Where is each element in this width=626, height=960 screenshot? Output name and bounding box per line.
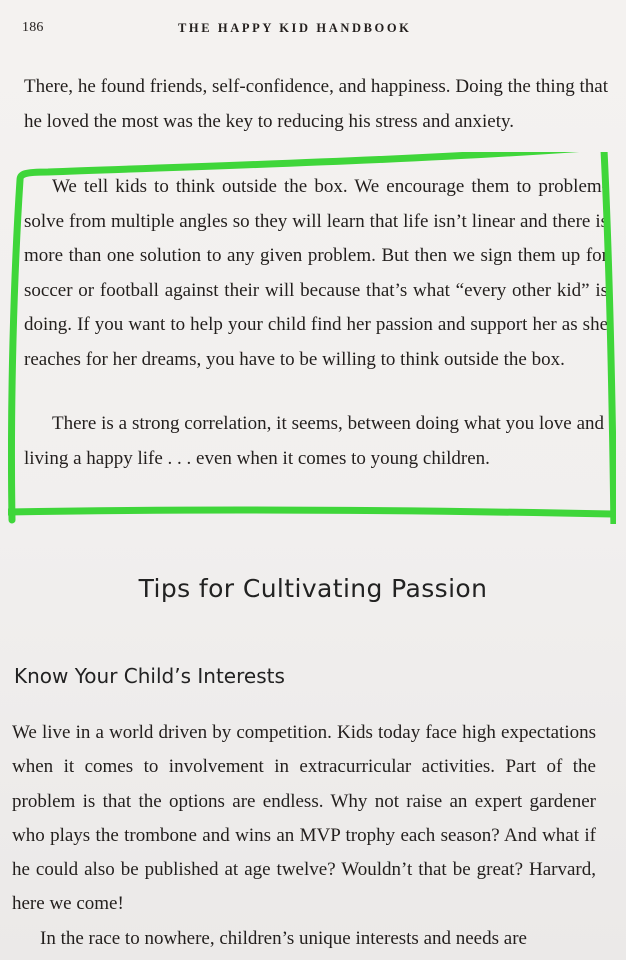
paragraph-race-to-nowhere: In the race to nowhere, children’s unique interests and needs are [40,928,527,949]
running-head [0,18,626,40]
paragraph-stress-anxiety: There, he found friends, self-confidence, and happiness. Doing the thing that he loved the most was the key to reducing his stress and anxiety. [24,76,608,132]
paragraph-competition: We live in a world driven by competition. Kids today face high expectations when it comes to involvement in extracurricular activities. Part of the problem is that the options are endless. Why not raise an expert gardener who plays the trombone and wins an MVP trophy each season? And what if he could also be published at age twelve? Wouldn’t that be great? Harvard, here we come! [12,722,596,915]
page-number: 186 [22,20,44,35]
subsection-heading: Know Your Child’s Interests [14,664,285,688]
paragraph-correlation: There is a strong correlation, it seems, between doing what you love and living a happy life . . . even when it comes to young children. [24,413,604,469]
paragraph-think-outside-box: We tell kids to think outside the box. We encourage them to problem-solve from multiple angles so they will learn that life isn’t linear and there is more than one solution to any given problem. But then we sign them up for soccer or football against their will because that’s what “every other kid” is doing. If you want to help your child find her passion and support her as she reaches for her dreams, you have to be willing to think outside the box. [24,176,608,370]
section-heading: Tips for Cultivating Passion [138,574,488,603]
book-title: THE HAPPY KID HANDBOOK [178,21,412,35]
